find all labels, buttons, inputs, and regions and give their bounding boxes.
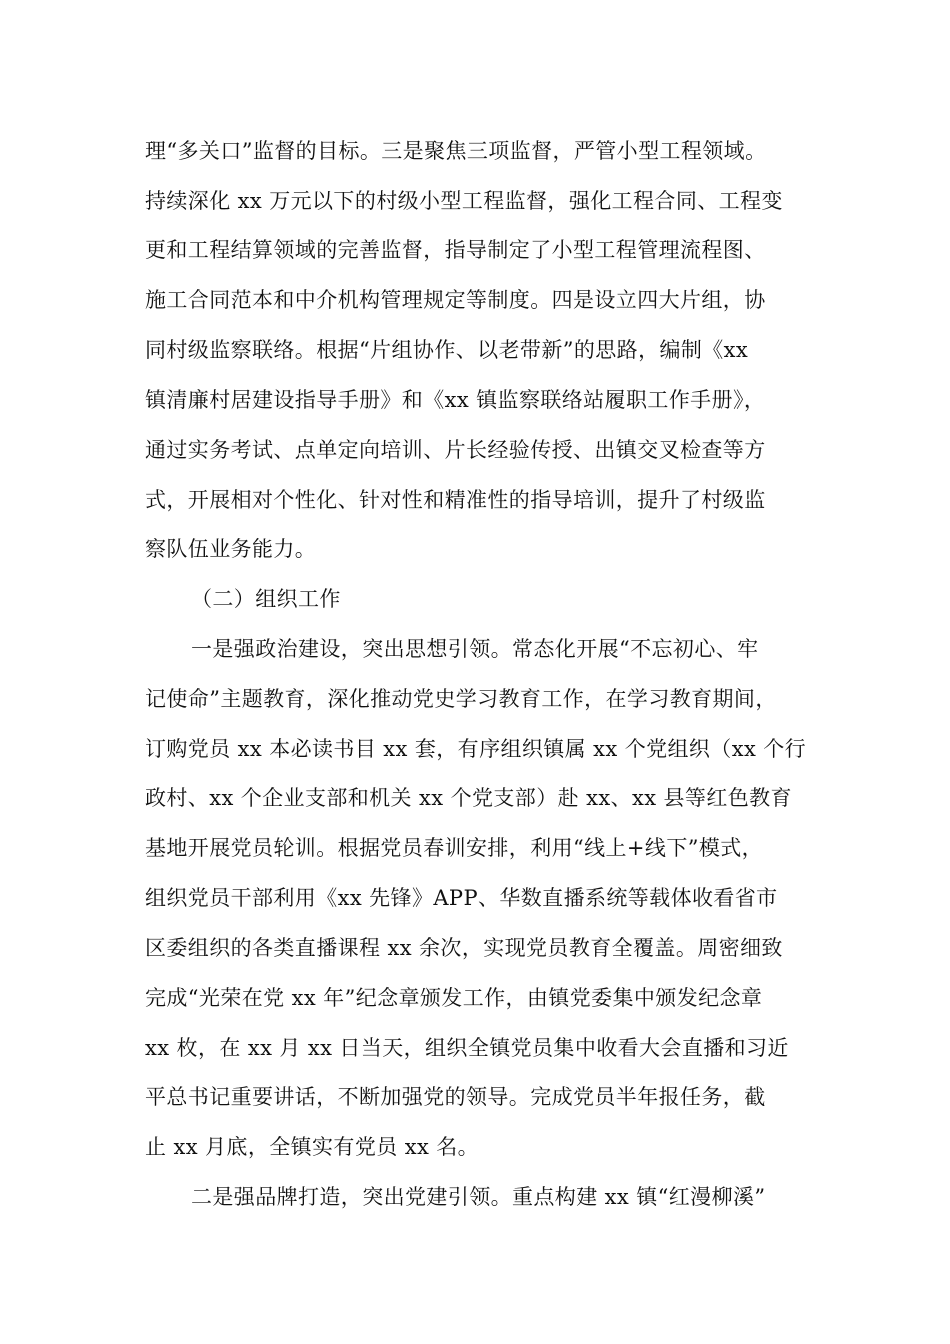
text-line-22: 二是强品牌打造，突出党建引领。重点构建 xx 镇“红漫柳溪” [191,1185,766,1209]
text-line-19: xx 枚，在 xx 月 xx 日当天，组织全镇党员集中收看大会直播和习近 [145,1036,789,1060]
text-line-5: 同村级监察联络。根据“片组协作、以老带新”的思路，编制《xx [145,338,749,362]
text-line-9: 察队伍业务能力。 [145,537,317,561]
text-line-21: 止 xx 月底，全镇实有党员 xx 名。 [145,1135,480,1159]
text-line-1: 理“多关口”监督的目标。三是聚焦三项监督，严管小型工程领域。 [145,139,767,163]
text-line-15: 基地开展党员轮训。根据党员春训安排，利用“线上+线下”模式， [145,836,764,860]
text-line-16: 组织党员干部利用《xx 先锋》APP、华数直播系统等载体收看省市 [145,886,778,910]
text-line-6: 镇清廉村居建设指导手册》和《xx 镇监察联络站履职工作手册》， [145,388,766,412]
text-line-2: 持续深化 xx 万元以下的村级小型工程监督，强化工程合同、工程变 [145,189,783,213]
text-line-17: 区委组织的各类直播课程 xx 余次，实现党员教育全覆盖。周密细致 [145,936,783,960]
text-line-12: 记使命”主题教育，深化推动党史学习教育工作，在学习教育期间， [145,687,777,711]
text-line-7: 通过实务考试、点单定向培训、片长经验传授、出镇交叉检查等方 [145,438,766,462]
text-line-18: 完成“光荣在党 xx 年”纪念章颁发工作，由镇党委集中颁发纪念章 [145,986,763,1010]
text-line-13: 订购党员 xx 本必读书目 xx 套，有序组织镇属 xx 个党组织（xx 个行 [145,737,807,761]
section-heading: （二）组织工作 [191,587,341,611]
text-line-4: 施工合同范本和中介机构管理规定等制度。四是设立四大片组，协 [145,288,766,312]
text-line-3: 更和工程结算领域的完善监督，指导制定了小型工程管理流程图、 [145,238,766,262]
text-line-11: 一是强政治建设，突出思想引领。常态化开展“不忘初心、牢 [191,637,759,661]
text-line-8: 式，开展相对个性化、针对性和精准性的指导培训，提升了村级监 [145,488,766,512]
text-line-20: 平总书记重要讲话，不断加强党的领导。完成党员半年报任务，截 [145,1085,766,1109]
text-line-14: 政村、xx 个企业支部和机关 xx 个党支部）赴 xx、xx 县等红色教育 [145,786,792,810]
